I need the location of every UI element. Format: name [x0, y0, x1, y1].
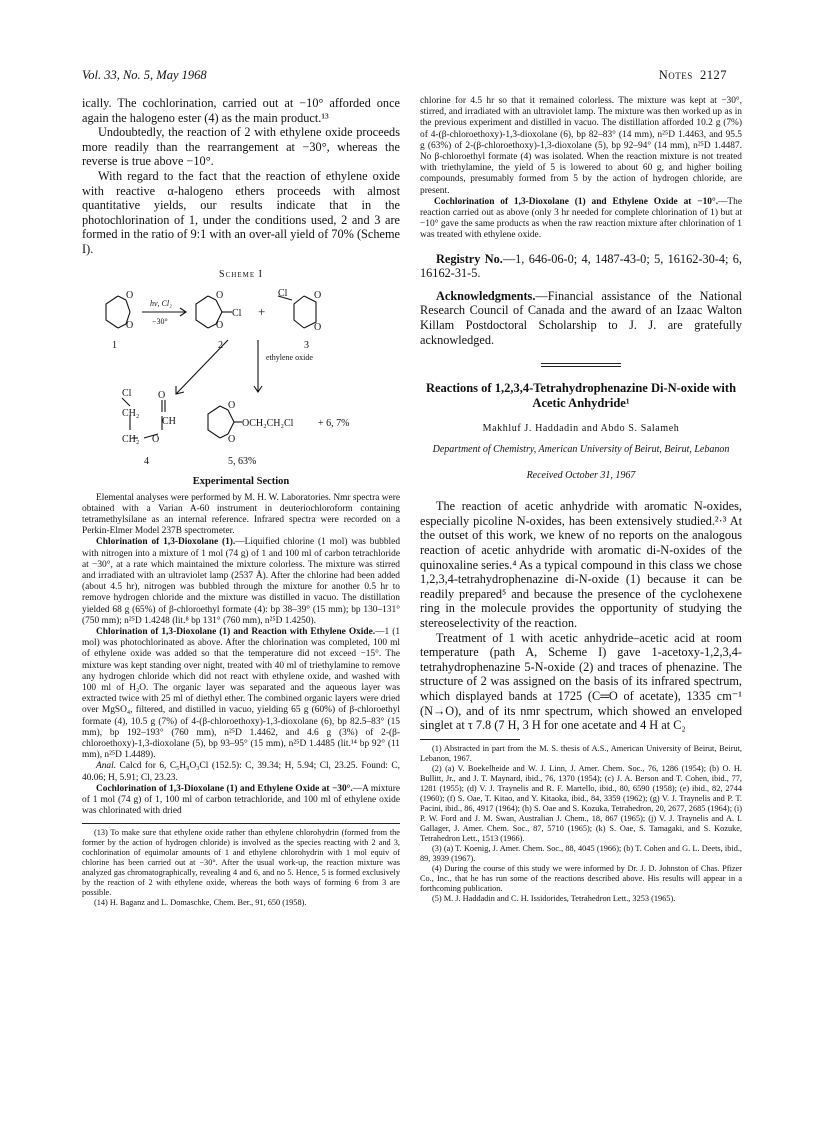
- paragraph: With regard to the fact that the reaction of ethylene oxide with reactive α-halogeno ethers proceeds with almost quantitative yields, our results indicate that in the photochlorination of 1, under the conditions used, 2 and 3 are formed in the ratio of 9:1 with an over-all yield of 70% (Scheme I).: [82, 168, 400, 256]
- scheme-o: O: [126, 289, 134, 301]
- footnote: (13) To make sure that ethylene oxide rather than ethylene chlorohydrin (formed from the former by the action of hydrogen chloride) is involved as the species reacting with 2 and 3, cochlorination of equimolar amounts of 1 and ethylene chlorohydrin with 1 mol equiv of chlorine has been carried out at −30°. After the usual work-up, the reaction mixture was analyzed gas chromatographically, revealing 4 and 6, and no 5. Hence, 5 is formed exclusively by the reaction of 2 with ethylene oxide, whereas the both ways of forming 6 from 3 are possible.: [82, 828, 400, 898]
- article-affiliation: Department of Chemistry, American University of Beirut, Beirut, Lebanon: [432, 444, 730, 456]
- footnote-divider: [420, 739, 520, 740]
- acknowledgments-paragraph: [420, 289, 742, 347]
- paragraph: Undoubtedly, the reaction of 2 with ethylene oxide proceeds more readily than the rearrangement at −30°, whereas the reverse is true above −10°.: [82, 125, 400, 169]
- paragraph-body: —Liquified chlorine (1 mol) was bubbled with nitrogen into a mixture of 1 mol (74 g) of 1 and 100 ml of carbon tetrachloride at −30°, at a rate which maintained the mixture colorless. The mixture was stirred and irradiated with an ultraviolet lamp (2537 Å). After the chlorine had been added (about 4.5 hr), nitrogen was bubbled through the mixture for another 0.5 hr to remove hydrogen chloride and the mixture was distilled in vacuo. The distillation yielded 68 g (65%) of β-chloroethyl formate (4): bp 38–39° (15 mm); bp 130–131° (750 mm); n²⁵D 1.4248 (lit.⁸ bp 131° (760 mm), n²⁵D 1.4250).: [82, 537, 401, 626]
- page-number: 2127: [700, 68, 727, 82]
- paragraph: [82, 537, 400, 627]
- footnote: (4) During the course of this study we were informed by Dr. J. D. Johnston of Chas. Pfizer Co., Inc., that he has run some of the reactions described above. His results will appear in a forthcoming publication.: [420, 863, 742, 893]
- paragraph: chlorine for 4.5 hr so that it remained colorless. The mixture was kept at −30°, stirred, and irradiated with an ultraviolet lamp. The mixture was then worked up as in the previous experiment and distilled in vacuo. The distillation afforded 10.2 g (7%) of 4-(β-chloroethoxy)-1,3-dioxolane (6), bp 82–83° (14 mm), n²⁵D 1.4463, and 95.5 g (63%) of 2-(β-chloroethoxy)-1,3-dioxolane (5), bp 92–94° (14 mm), n²⁵D 1.4487. No β-chloroethyl formate (4) was isolated. When the reaction mixture is not treated with triethylamine, the yield of 5 is lowered to about 60 g, and higher boiling compounds, presumably formed from 5 by the action of hydrogen chloride, are present.: [420, 96, 742, 196]
- scheme-o: O: [228, 433, 236, 445]
- running-header-page: [659, 68, 727, 83]
- scheme-condition-temp: −30°: [152, 316, 168, 326]
- paragraph-heading: Registry No.: [436, 251, 503, 266]
- scheme-o: O: [158, 389, 166, 401]
- received-date: Received October 31, 1967: [526, 470, 636, 482]
- compound-number: 3: [304, 339, 309, 351]
- article-title: Reactions of 1,2,3,4-Tetrahydrophenazine Di-N-oxide with Acetic Anhydride¹: [425, 381, 737, 411]
- section-heading: Experimental Section: [192, 475, 290, 487]
- scheme-byproduct: + 6, 7%: [318, 417, 350, 429]
- scheme-o: O: [152, 433, 160, 445]
- scheme-o: O: [314, 289, 322, 301]
- running-header-journal: Vol. 33, No. 5, May 1968: [82, 68, 207, 82]
- scheme-ch2: CH₂: [122, 433, 140, 445]
- paragraph-heading: Acknowledgments.: [436, 288, 536, 303]
- paragraph-heading: Chlorination of 1,3-Dioxolane (1).: [96, 537, 236, 548]
- scheme-o: O: [216, 289, 224, 301]
- scheme-o: O: [228, 399, 236, 411]
- compound-number: 2: [218, 339, 223, 351]
- registry-paragraph: [420, 252, 742, 281]
- right-column: [420, 96, 742, 904]
- reaction-scheme: [82, 282, 400, 468]
- paragraph-body: —A mixture of 1 mol (74 g) of 1, 100 ml of carbon tetrachloride, and 100 ml of ethylene oxide was chlorinated with dried: [82, 783, 400, 817]
- paragraph: Elemental analyses were performed by M. H. W. Laboratories. Nmr spectra were obtained with a Varian A-60 instrument in deuteriochloroform containing tetramethylsilane as an internal reference. Infrared spectra were recorded on a Perkin-Elmer Model 237B spectrometer.: [82, 492, 400, 537]
- compound-number: 4: [144, 455, 149, 467]
- paragraph: [82, 761, 400, 783]
- footnote: (2) (a) V. Boekelheide and W. J. Linn, J. Amer. Chem. Soc., 76, 1286 (1954); (b) O. H. Bullitt, Jr., and J. T. Maynard, ibid., 76, 1370 (1954); (c) J. A. Berson and T. Cohen, ibid., 77, 1281 (1955); (d) V. J. Traynelis and R. F. Martello, ibid., 80, 6590 (1958); (e) ibid., 82, 2744 (1960); (f) S. Oae, T. Kitao, and Y. Kitaoka, ibid., 84, 3359 (1962); (g) V. J. Traynelis and P. T. Pacini, ibid., 86, 4917 (1964); (h) S. Oae and S. Kozuka, Tetrahedron, 20, 2677, 2685 (1964); (i) P. W. Ford and J. M. Swan, Australian J. Chem., 18, 867 (1965); (j) V. J. Traynelis and A. I. Gallager, J. Amer. Chem. Soc., 87, 5710 (1965); (k) S. Oae, S. Tamagaki, and S. Kozuke, Tetrahedron Lett., 1513 (1966).: [420, 763, 742, 843]
- paragraph: [420, 197, 742, 242]
- article-authors: Makhluf J. Haddadin and Abdo S. Salameh: [482, 423, 680, 435]
- section-label: Notes: [658, 68, 693, 82]
- scheme-plus: +: [258, 303, 266, 319]
- scheme-title: Scheme I: [219, 268, 263, 280]
- paragraph-heading: Cochlorination of 1,3-Dioxolane (1) and Ethylene Oxide at −10°.: [434, 196, 719, 207]
- paragraph: [82, 627, 400, 761]
- paragraph-heading: Chlorination of 1,3-Dioxolane (1) and Reaction with Ethylene Oxide.: [96, 626, 376, 637]
- scheme-cl: Cl: [122, 387, 132, 399]
- paragraph-body: —The reaction carried out as above (only 3 hr needed for complete chlorination of 1) but at −10° gave the same products as when the raw reaction mixture after chlorination of 1 was treated with ethylene oxide.: [420, 196, 742, 241]
- footnote: (3) (a) T. Koenig, J. Amer. Chem. Soc., 88, 4045 (1966); (b) T. Cohen and G. L. Deets, ibid., 89, 3939 (1967).: [420, 843, 742, 863]
- scheme-condition: hν, Cl₂: [150, 298, 172, 308]
- scheme-cl: Cl: [278, 287, 288, 299]
- left-column: [82, 96, 400, 908]
- scheme-o: O: [216, 319, 224, 331]
- footnote-divider: [82, 823, 400, 824]
- paragraph-body: —Financial assistance of the National Research Council of Canada and the award of an Izaac Walton Killam Postdoctoral Scholarship to J. J. are gratefully acknowledged.: [420, 288, 742, 347]
- paragraph-body: Calcd for 6, C₅H₉O₃Cl (152.5): C, 39.34; H, 5.94; Cl, 23.25. Found: C, 40.06; H, 5.91; Cl, 23.23.: [82, 761, 400, 783]
- paragraph: Treatment of 1 with acetic anhydride–acetic acid at room temperature (path A, Scheme I) gave 1-acetoxy-1,2,3,4-tetrahydrophenazine 5-N-oxide (2) and traces of phenazine. The structure of 2 was assigned on the basis of its infrared spectrum, which displayed bands at 1725 (C═O of acetate), 1335 cm⁻¹ (N→O), and of its nmr spectrum, which showed an enveloped singlet at τ 7.8 (7 H, 3 H for one acetate and 4 H at C₂: [420, 630, 742, 733]
- scheme-o: O: [126, 319, 134, 331]
- footnote: (14) H. Baganz and L. Domaschke, Chem. Ber., 91, 650 (1958).: [94, 898, 307, 908]
- scheme-ch2: CH₂: [122, 407, 140, 419]
- scheme-substituent: OCH₂CH₂Cl: [242, 417, 294, 429]
- paragraph: [82, 784, 400, 818]
- article-divider: [541, 363, 621, 367]
- reaction-scheme-diagram: [82, 282, 400, 468]
- footnote: (1) Abstracted in part from the M. S. thesis of A.S., American University of Beirut, Beirut, Lebanon, 1967.: [420, 743, 742, 763]
- paragraph: The reaction of acetic anhydride with aromatic N-oxides, especially picoline N-oxides, has been extensively studied.²·³ At the outset of this work, we knew of no reports on the analogous reaction of acetic anhydride with aromatic di-N-oxides of the quinoxaline series.⁴ As a typical compound in this class we chose 1,2,3,4-tetrahydrophenazine di-N-oxide (1) because it can be readily prepared⁵ and because the presence of the cyclohexene ring in the molecule provides the opportunity of studying the stereoselectivity of the reaction.: [420, 499, 742, 630]
- scheme-reagent: ethylene oxide: [266, 352, 313, 362]
- paragraph-heading: Anal.: [96, 761, 117, 772]
- scheme-o: O: [314, 321, 322, 333]
- paragraph: ically. The cochlorination, carried out at −10° afforded once again the halogeno ester (4) as the main product.¹³: [82, 96, 400, 125]
- paragraph-heading: Cochlorination of 1,3-Dioxolane (1) and Ethylene Oxide at −30°.: [96, 783, 353, 794]
- scheme-cl: Cl: [232, 307, 242, 319]
- compound-number: 5, 63%: [228, 455, 257, 467]
- paragraph-body: —1 (1 mol) was photochlorinated as above. After the chlorination was completed, 100 ml of ethylene oxide was added so that the temperature did not exceed −15°. The mixture was kept standing over night, treated with 40 ml of triethylamine to remove any hydrogen chloride which did not react with ethylene oxide, and washed with 100 ml of H₂O. The organic layer was separated and the aqueous layer was extracted twice with 25 ml of diethyl ether. The combined organic layers were dried over MgSO₄, filtered, and distilled in vacuo, yielding 65 g (60%) of β-chloroethyl formate (4), 10.5 g (7%) of 4-(β-chloroethoxy)-1,3-dioxolane (6), bp 82.5–83° (15 mm), bp 192–193° (760 mm), n²⁵D 1.4462, and 4.6 g (3%) of 2-(β-chloroethoxy)-1,3-dioxolane (5), bp 93–95° (15 mm), n²⁵D 1.4485 (lit.¹⁴ bp 92° (11 mm), n²⁵D 1.4489).: [82, 626, 401, 761]
- paragraph-body: —1, 646-06-0; 4, 1487-43-0; 5, 16162-30-4; 6, 16162-31-5.: [420, 251, 742, 281]
- footnote: (5) M. J. Haddadin and C. H. Issidorides, Tetrahedron Lett., 3253 (1965).: [432, 893, 676, 903]
- scheme-ch: CH: [162, 415, 176, 427]
- compound-number: 1: [112, 339, 117, 351]
